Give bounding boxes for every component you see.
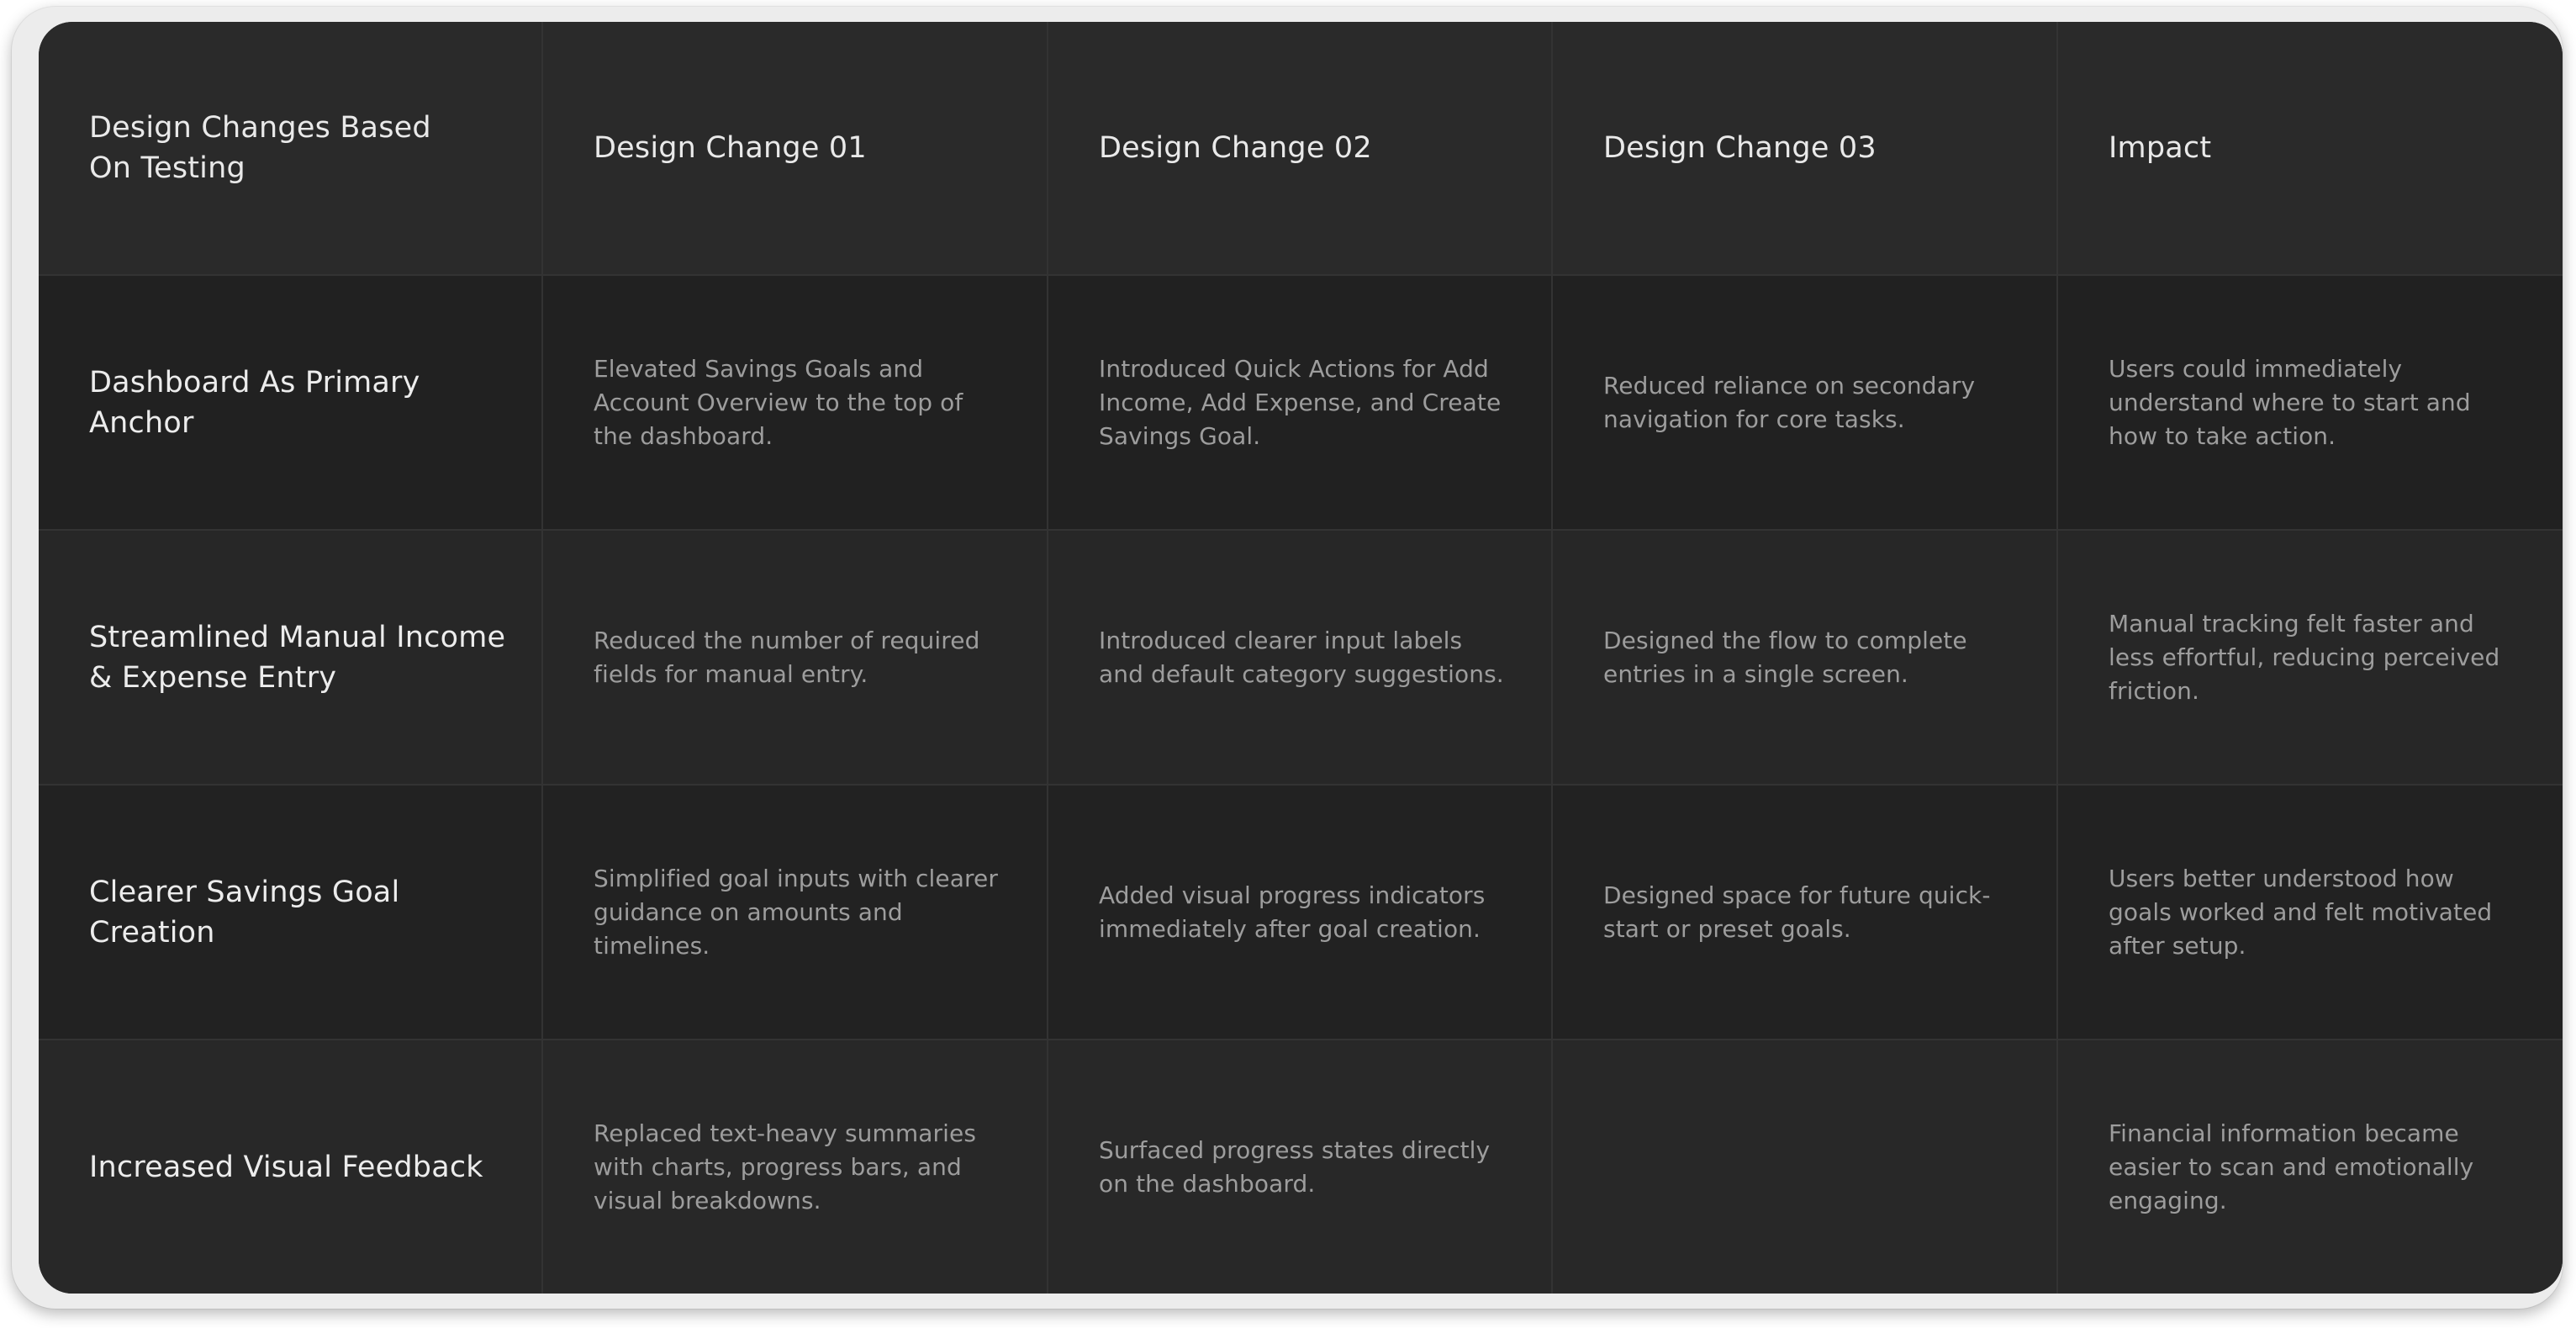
table-cell <box>2058 1040 2563 1294</box>
table-cell <box>1553 276 2058 531</box>
table-cell <box>1553 1040 2058 1294</box>
row-label: Dashboard As Primary Anchor <box>89 365 420 440</box>
column-header-change-02: Design Change 02 <box>1099 131 1372 165</box>
table-cell <box>543 1040 1048 1294</box>
cell-text: Surfaced progress states directly on the dashboard. <box>1099 1135 1491 1198</box>
table-cell <box>2058 786 2563 1040</box>
row-label-cell <box>39 276 543 531</box>
column-header-change-01: Design Change 01 <box>594 131 867 165</box>
table-cell <box>543 531 1048 786</box>
row-label-cell <box>39 786 543 1040</box>
header-cell <box>1553 22 2058 276</box>
table-cell <box>1048 531 1553 786</box>
table-cell <box>1048 786 1553 1040</box>
table-cell <box>543 786 1048 1040</box>
header-cell <box>39 22 543 276</box>
table-cell <box>2058 276 2563 531</box>
table-cell <box>2058 531 2563 786</box>
header-cell <box>1048 22 1553 276</box>
cell-text: Introduced Quick Actions for Add Income, Add Expense, and Create Savings Goal. <box>1099 354 1502 450</box>
header-cell <box>543 22 1048 276</box>
cell-text: Manual tracking felt faster and less effortful, reducing perceived friction. <box>2109 609 2500 705</box>
row-label-cell <box>39 1040 543 1294</box>
table-cell <box>1048 276 1553 531</box>
cell-text: Introduced clearer input labels and default category suggestions. <box>1099 626 1504 688</box>
column-header-topic: Design Changes Based On Testing <box>89 111 431 185</box>
column-header-impact: Impact <box>2109 131 2212 165</box>
cell-text: Designed the flow to complete entries in a single screen. <box>1603 626 1967 688</box>
design-changes-table <box>39 22 2563 1294</box>
table-cell <box>1048 1040 1553 1294</box>
cell-text: Users better understood how goals worked and felt motivated after setup. <box>2109 864 2493 960</box>
cell-text: Elevated Savings Goals and Account Overview to the top of the dashboard. <box>594 354 963 450</box>
cell-text: Replaced text-heavy summaries with charts, progress bars, and visual breakdowns. <box>594 1119 977 1214</box>
table-cell <box>543 276 1048 531</box>
row-label-cell <box>39 531 543 786</box>
cell-text: Reduced the number of required fields for manual entry. <box>594 626 980 688</box>
row-label: Clearer Savings Goal Creation <box>89 875 400 950</box>
table-cell <box>1553 786 2058 1040</box>
cell-text: Designed space for future quick-start or preset goals. <box>1603 881 1991 943</box>
cell-text: Users could immediately understand where to start and how to take action. <box>2109 354 2471 450</box>
row-label: Increased Visual Feedback <box>89 1150 483 1184</box>
cell-text: Simplified goal inputs with clearer guidance on amounts and timelines. <box>594 864 998 960</box>
cell-text: Added visual progress indicators immediately after goal creation. <box>1099 881 1486 943</box>
header-cell <box>2058 22 2563 276</box>
table-cell <box>1553 531 2058 786</box>
cell-text: Financial information became easier to scan and emotionally engaging. <box>2109 1119 2474 1214</box>
cell-text: Reduced reliance on secondary navigation for core tasks. <box>1603 371 1976 433</box>
row-label: Streamlined Manual Income & Expense Entry <box>89 620 506 695</box>
card-frame <box>12 7 2563 1309</box>
column-header-change-03: Design Change 03 <box>1603 131 1877 165</box>
